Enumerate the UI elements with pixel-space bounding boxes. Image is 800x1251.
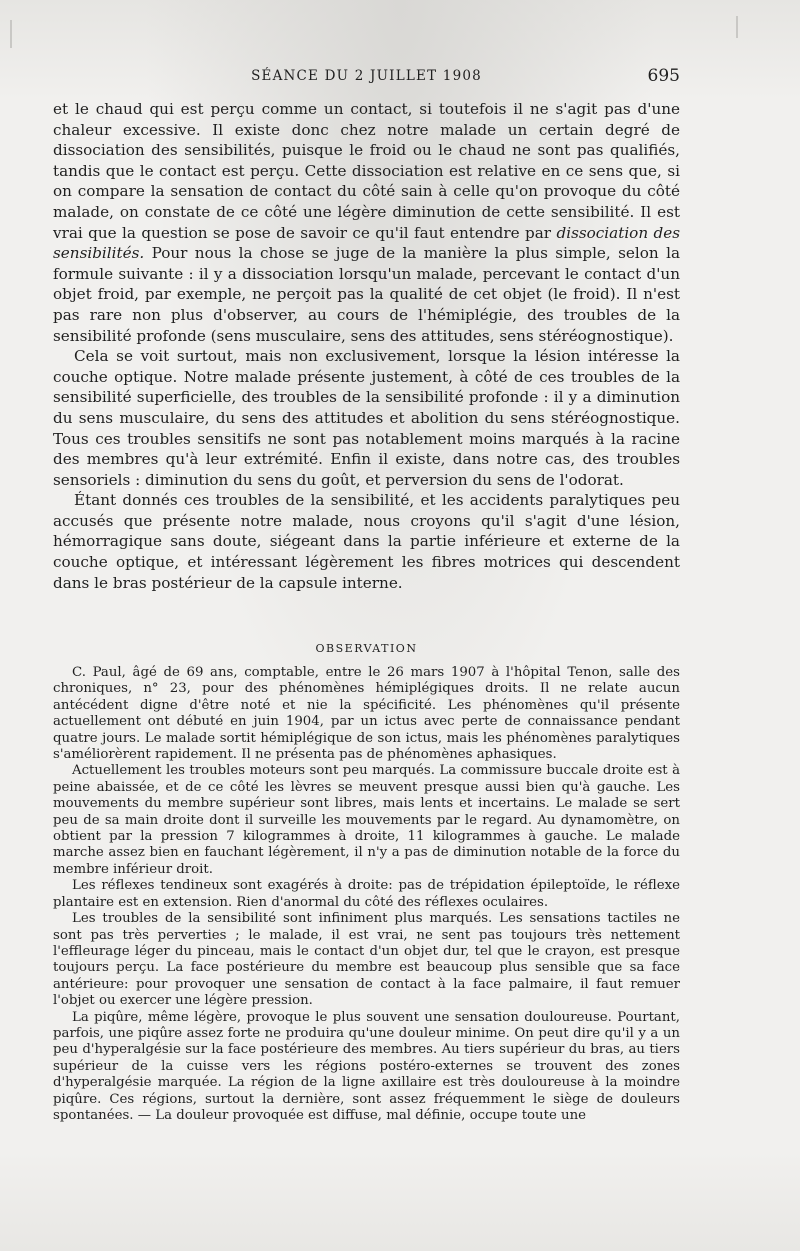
observation-text bbox=[53, 665, 680, 1124]
observation-paragraph: C. Paul, âgé de 69 ans, comptable, entre le 26 mars 1907 à l'hôpital Tenon, salle des chroniques, n° 23, pour des phénomènes hémiplégiques droits. Il ne relate aucun antécédent digne d'être noté et nie la spécificité. Les phénomènes qu'il présente actuellement ont débuté en juin 1904, par un ictus avec perte de connaissance pendant quatre jours. Le malade sortit hémiplégique de son ictus, mais les phénomènes paralytiques s'améliorèrent rapidement. Il ne présenta pas de phénomènes aphasiques. bbox=[53, 665, 680, 763]
observation-paragraph: Les troubles de la sensibilité sont infiniment plus marqués. Les sensations tactiles ne sont pas très perverties ; le malade, il est vrai, ne sent pas toujours très nettement l'effleurage léger du pinceau, mais le contact d'un objet dur, tel que le crayon, est presque toujours perçu. La face postérieure du membre est beaucoup plus sensible que sa face antérieure: pour provoquer une sensation de contact à la face palmaire, il faut remuer l'objet ou exercer une légère pression. bbox=[53, 911, 680, 1009]
main-text bbox=[53, 99, 680, 593]
text-run: Pour nous la chose se juge de la manière la plus simple, selon la formule suivante : il y a dissociation lorsqu'un malade, percevant le contact d'un objet froid, par exemple, ne perçoit pas la qualité de cet objet (le froid). Il n'est pas rare non plus d'observer, au cours de l'hémiplégie, des troubles de la sensibilité profonde (sens musculaire, sens des attitudes, sens stéréognostique). bbox=[53, 244, 680, 345]
scan-edge-mark bbox=[10, 20, 12, 48]
italic-term: dissociation des sensibilités. bbox=[53, 223, 681, 263]
page-header bbox=[53, 68, 680, 92]
observation-paragraph: Actuellement les troubles moteurs sont peu marqués. La commissure buccale droite est à peine abaissée, et de ce côté les lèvres se meuvent presque aussi bien qu'à gauche. Les mouvements du membre supérieur sont libres, mais lents et incertains. Le malade se sert peu de sa main droite dont il surveille les mouvements par le regard. Au dynamomètre, on obtient par la pression 7 kilogrammes à droite, 11 kilogrammes à gauche. Le malade marche assez bien en fauchant légèrement, il n'y a pas de diminution notable de la force du membre inférieur droit. bbox=[53, 763, 680, 877]
page-number: 695 bbox=[647, 66, 680, 86]
observation-paragraph: La piqûre, même légère, provoque le plus souvent une sensation douloureuse. Pourtant, parfois, une piqûre assez forte ne produira qu'une douleur minime. On peut dire qu'il y a un peu d'hyperalgésie sur la face postérieure des membres. Au tiers supérieur du bras, au tiers supérieur de la cuisse vers les régions postéro-externes se trouvent des zones d'hyperalgésie marquée. La région de la ligne axillaire est très douloureuse à la moindre piqûre. Ces régions, surtout la dernière, sont assez fréquemment le siège de douleurs spontanées. — La douleur provoquée est diffuse, mal définie, occupe toute une bbox=[53, 1009, 680, 1123]
paragraph: Étant donnés ces troubles de la sensibilité, et les accidents paralytiques peu accusés que présente notre malade, nous croyons qu'il s'agit d'une lésion, hémorragique sans doute, siégeant dans la partie inférieure et externe de la couche optique, et intéressant légèrement les fibres motrices qui descendent dans le bras postérieur de la capsule interne. bbox=[53, 491, 680, 592]
text-run: et le chaud qui est perçu comme un contact, si toutefois il ne s'agit pas d'une chaleur excessive. Il existe donc chez notre malade un certain degré de dissociation des sensibilités, puisque le froid ou le chaud ne sont pas qualifiés, tandis que le contact est perçu. Cette dissociation est relative en ce sens que, si on compare la sensation de contact du côté sain à celle qu'on provoque du côté malade, on constate de ce côté une légère diminution de cette sensibilité. Il est vrai que la question se pose de savoir ce qu'il faut entendre par bbox=[53, 100, 680, 242]
running-title: SÉANCE DU 2 JUILLET 1908 bbox=[251, 68, 482, 84]
section-heading: OBSERVATION bbox=[315, 642, 418, 655]
observation-paragraph: Les réflexes tendineux sont exagérés à droite: pas de trépidation épileptoïde, le réflexe plantaire est en extension. Rien d'anormal du côté des réflexes oculaires. bbox=[53, 878, 680, 910]
paragraph bbox=[53, 99, 680, 346]
scan-edge-mark bbox=[736, 16, 738, 38]
paragraph: Cela se voit surtout, mais non exclusivement, lorsque la lésion intéresse la couche optique. Notre malade présente justement, à côté de ces troubles de la sensibilité superficielle, des troubles de la sensibilité profonde : il y a diminution du sens musculaire, du sens des attitudes et abolition du sens stéréognostique. Tous ces troubles sensitifs ne sont pas notablement moins marqués à la racine des membres qu'à leur extrémité. Enfin il existe, dans notre cas, des troubles sensoriels : diminution du sens du goût, et perversion du sens de l'odorat. bbox=[53, 347, 680, 489]
